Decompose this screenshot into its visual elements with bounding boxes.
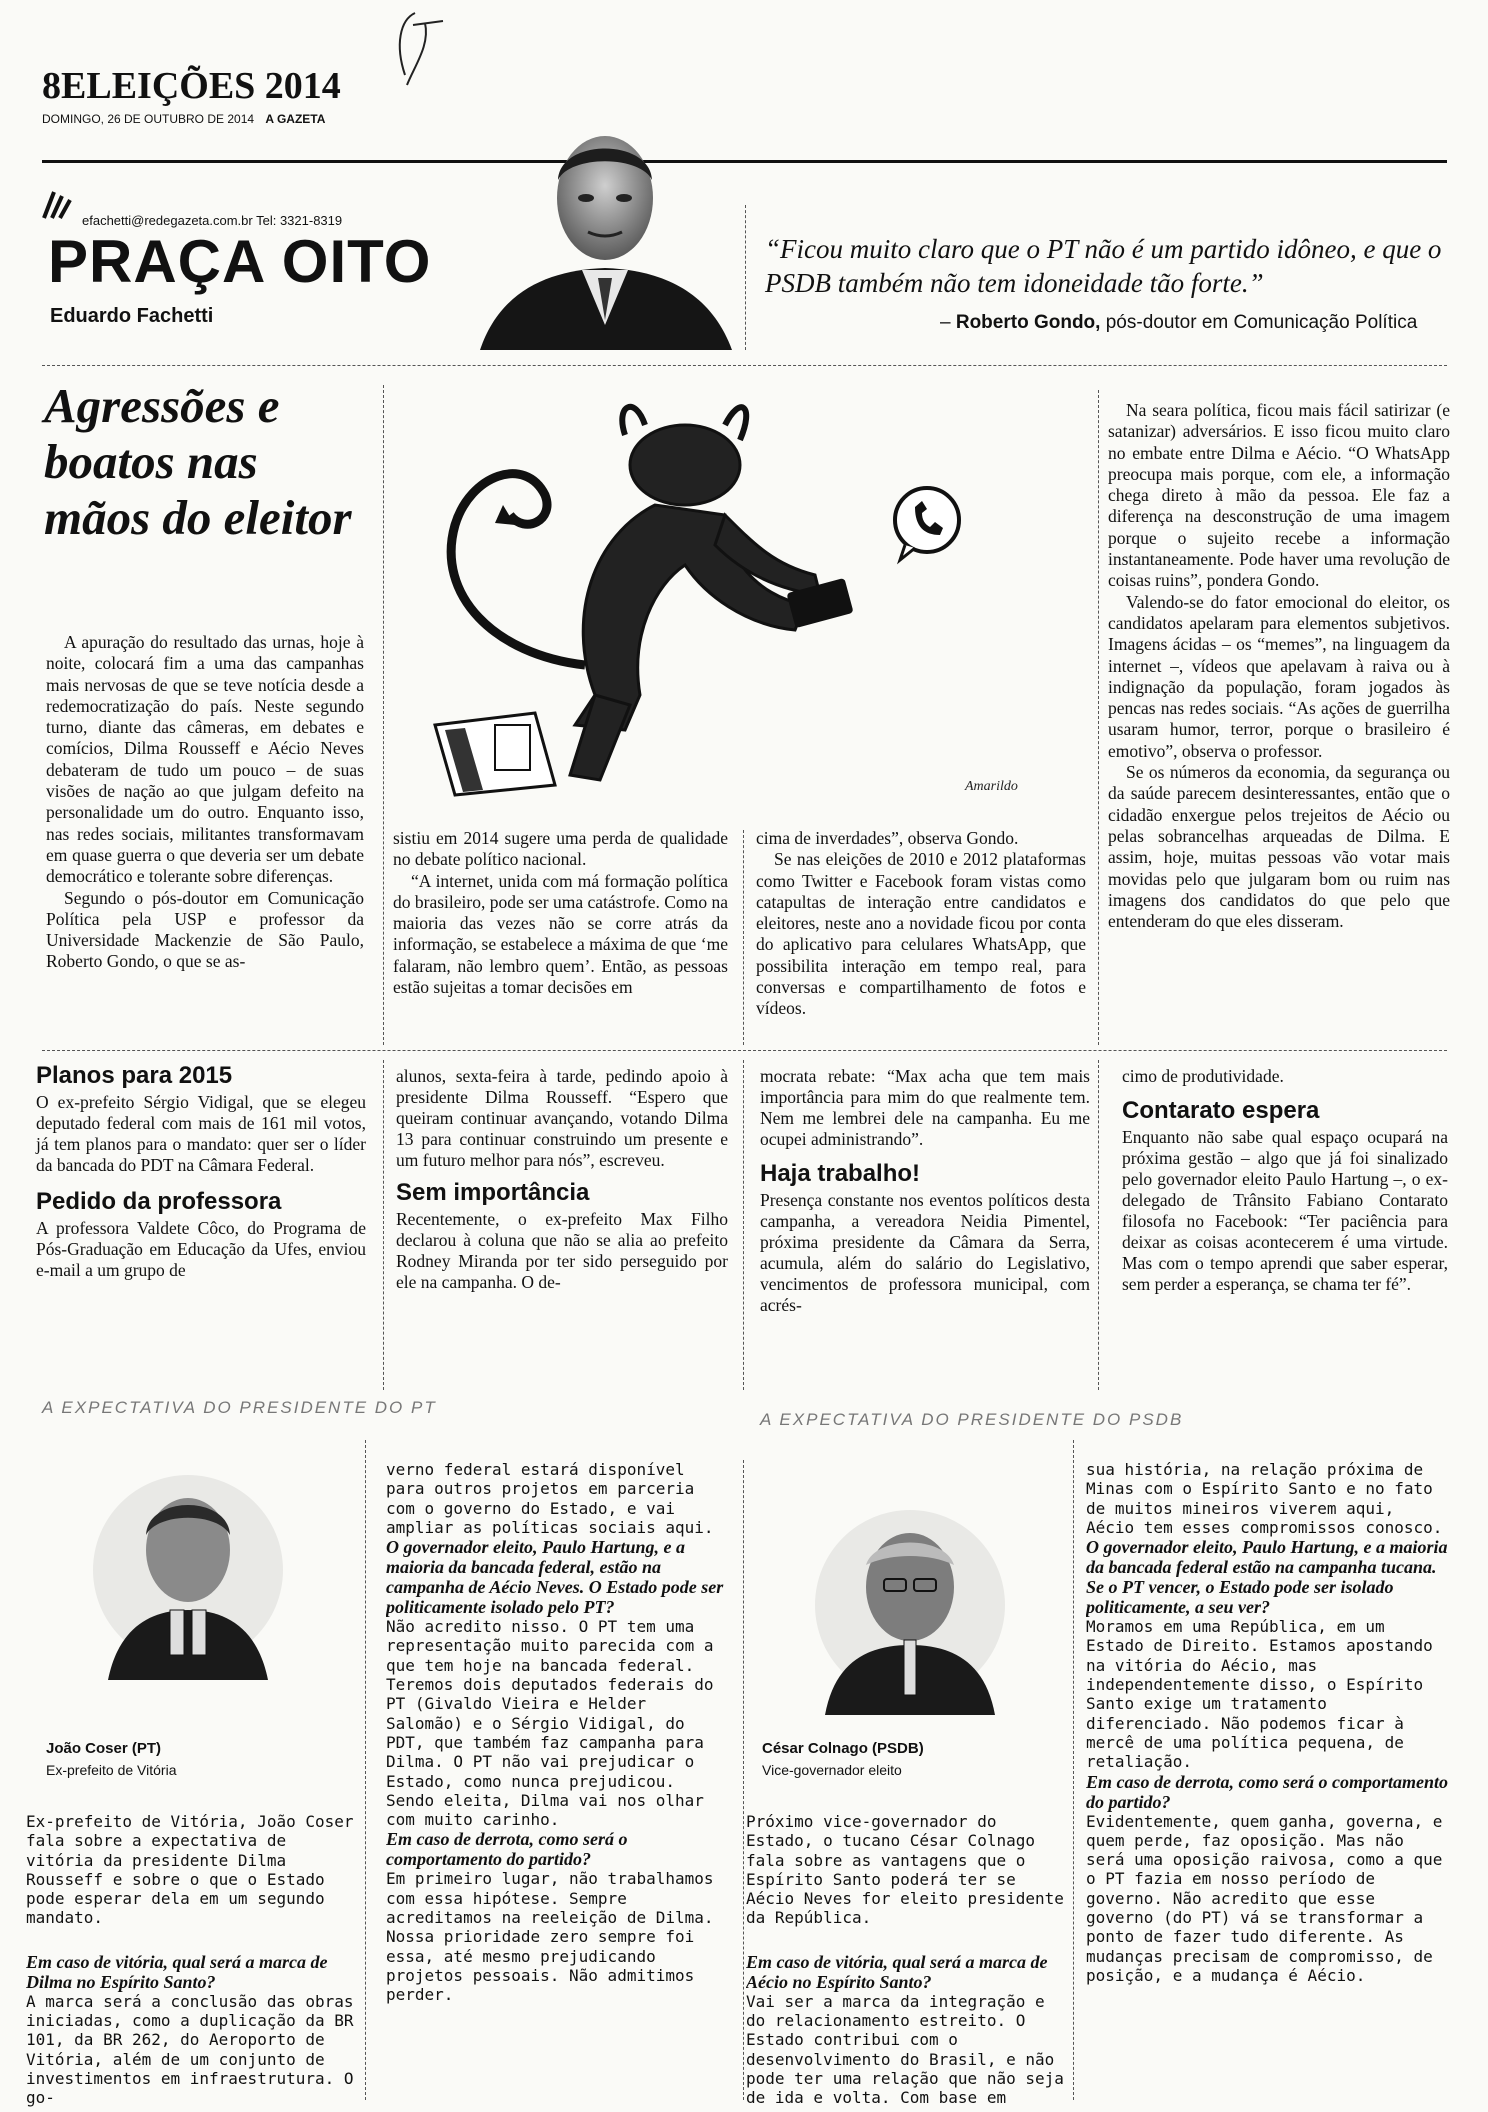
section-divider-notes [42,1050,1447,1051]
interview-answer: Vai ser a marca da integração e do relacionamento estreito. O Estado contribui com o desenvolvimento do Brasil, e não pode ter uma relação que não seja de ida e volta. Com base em [746,1991,1064,2107]
interview-answer: A marca será a conclusão das obras iniciadas, como a duplicação da BR 101, da BR 262, do Aeroporto de Vitória, além de um conjunto de investimentos em infraestrutura. O go- [26,1991,354,2107]
quote-role: pós-doutor em Comunicação Política [1105,312,1418,333]
interview-kicker-left: A EXPECTATIVA DO PRESIDENTE DO PT [42,1398,437,1417]
header-rule [42,160,1447,163]
note-text-sem: Recentemente, o ex-prefeito Max Filho declarou à coluna que não se alia ao prefeito Rodney Miranda por ter sido perseguido por ele na campanha. O de- [396,1209,728,1292]
interviewee-role-left: Ex-prefeito de Vitória [46,1762,177,1778]
note-text-haja-cont: cimo de produtividade. [1122,1066,1284,1086]
cesar-colnago-photo [810,1495,1010,1715]
column-author: Eduardo Fachetti [50,305,214,327]
interview-answer: Moramos em uma República, em um Estado de Direito. Estamos apostando na vitória do Aécio, mas independentemente disso, o Espírito Santo exige um tratamento diferenciado. Não podemos ficar à mercê de uma política pequena, de retaliação. [1086,1617,1433,1772]
interview-question: Em caso de vitória, qual será a marca de Aécio no Espírito Santo? [746,1951,1048,1992]
interview-intro: Próximo vice-governador do Estado, o tucano César Colnago fala sobre as vantagens que o Espírito Santo poderá ter se Aécio Neves for eleito presidente da República. [746,1812,1064,1928]
interviewee-name-left: João Coser (PT) [46,1740,162,1757]
page-number: 8 [42,65,61,107]
paragraph: sistiu em 2014 sugere uma perda de qualidade no debate político nacional. [393,828,728,870]
interview-answer: verno federal estará disponível para outros projetos em parceria com o governo do Estado, e vai ampliar as políticas sociais aqui. [386,1460,714,1537]
story-column-2 [393,828,728,1043]
quote-divider [745,205,746,350]
quote-dash: – [940,312,951,333]
interview-answer: sua história, na relação próxima de Minas com o Espírito Santo e no fato de muitos mineiros viverem aqui, Aécio tem esses compromissos conosco. [1086,1460,1443,1537]
note-title-sem: Sem importância [396,1179,590,1206]
story-column-3 [756,828,1086,1043]
note-text-sem-cont: mocrata rebate: “Max acha que tem mais importância para mim do que realmente tem. Nem me lembrei dele na campanha. Eu me ocupei administrando”. [760,1066,1090,1149]
paragraph: Valendo-se do fator emocional do eleitor, os candidatos apelaram para elementos subjetivos. Imagens ácidas – os “memes”, na linguagem da internet –, vídeos que apelavam à raiva ou à indignação da população, foram jogados às pencas nas redes sociais. “As ações de guerrilha usaram humor, terror, porque o brasileiro é emotivo”, observa o professor. [1108,591,1450,761]
interview-intro: Ex-prefeito de Vitória, João Coser fala sobre a expectativa de vitória da presidente Dilma Rousseff e sobre o que o Estado pode esperar dela em um segundo mandato. [26,1812,354,1928]
date-line: DOMINGO, 26 DE OUTUBRO DE 2014 [42,112,255,126]
notes-column-4 [1122,1066,1448,1295]
main-headline: Agressões e boatos nas mãos do eleitor [44,378,352,545]
interview-left-col-2 [386,1460,732,2105]
devil-illustration [395,395,1085,815]
interview-left-col-1 [26,1812,356,2107]
note-text-haja: Presença constante nos eventos políticos desta campanha, a vereadora Neidia Pimentel, próxima presidente da Câmara da Serra, acumula, além do salário do Legislativo, vencimentos de professora municipal, com acrés- [760,1190,1090,1315]
divider-int-1 [365,1440,366,2100]
interview-question: Em caso de vitória, qual será a marca de Dilma no Espírito Santo? [26,1951,328,1992]
divider-int-2 [743,1460,744,2100]
note-text-planos: O ex-prefeito Sérgio Vidigal, que se elegeu deputado federal com mais de 161 mil votos, já tem planos para o mandato: quer ser o líder da bancada do PDT na Câmara Federal. [36,1092,366,1175]
paragraph: Se nas eleições de 2010 e 2012 plataformas como Twitter e Facebook foram vistas como catapultas de interação entre candidatos e eleitores, neste ano a novidade ficou por conta do aplicativo para celulares WhatsApp, que possibilita interação em tempo real, para conversas e compartilhamento de fotos e vídeos. [756,849,1086,1019]
column-name: PRAÇA OITO [48,228,432,295]
interviewee-name-right: César Colnago (PSDB) [762,1740,924,1757]
paragraph: Se os números da economia, da segurança ou da saúde parecem desinteressantes, então que o cidadão enxergue pelos trejeitos de Aécio ou pelas sobrancelhas arqueadas de Dilma. E assim, hoje, muitas pessoas vão votar mais movidas pelo que julgaram bom ou ruim nas imagens dos candidatos do que pelo que entenderam do que eles disseram. [1108,762,1450,932]
column-logo-icon [40,188,74,220]
note-text-pedido: A professora Valdete Côco, do Programa de Pós-Graduação em Educação da Ufes, enviou e-mail a um grupo de [36,1218,366,1280]
column-contact: efachetti@redegazeta.com.br Tel: 3321-8319 [82,213,343,228]
interview-right-col-1 [746,1812,1066,2107]
paragraph: Segundo o pós-doutor em Comunicação Política pela USP e professor da Universidade Mackenzie de São Paulo, Roberto Gondo, o que se as- [46,887,364,972]
paragraph: Na seara política, ficou mais fácil satirizar (e satanizar) adversários. E isso ficou muito claro no embate entre Dilma e Aécio. “O WhatsApp preocupa mais porque, com ele, a informação chega direto à mão da pessoa. Ele faz a diferença na desconstrução de uma imagem porque o sujeito recebe a informação instantaneamente. Pode haver uma revolução de coisas ruins”, pondera Gondo. [1108,400,1450,591]
paragraph: “A internet, unida com má formação política do brasileiro, pode ser uma catástrofe. Como na maioria das vezes não se corre atrás da informação, se estabelece a máxima de que ‘me falaram, não lembro quem’. Então, as pessoas estão sujeitas a tomar decisões em [393,870,728,998]
paragraph: cima de inverdades”, observa Gondo. [756,828,1019,848]
note-title-planos: Planos para 2015 [36,1062,233,1089]
note-title-haja: Haja trabalho! [760,1160,921,1187]
paper-name: A GAZETA [265,112,326,126]
author-portrait [470,120,740,350]
story-column-1 [46,632,364,1042]
note-title-pedido: Pedido da professora [36,1188,282,1215]
quote-text: “Ficou muito claro que o PT não é um partido idôneo, e que o PSDB também não tem idoneidade tão forte.” [765,234,1442,298]
note-text-pedido-cont: alunos, sexta-feira à tarde, pedindo apoio à presidente Dilma Rousseff. “Espero que queiram continuar avançando, votando Dilma 13 para continuar construindo um presente e um futuro melhor para nós”, escreveu. [396,1066,728,1170]
note-text-contarato: Enquanto não sabe qual espaço ocupará na próxima gestão – algo que já foi sinalizado pelo governador eleito Paulo Hartung –, o ex-delegado de Trânsito Fabiano Contarato filosofa no Facebook: “Ter paciência para deixar as coisas acontecerem é uma virtude. Mas com o tempo aprendi que saber esperar, sem perder a esperança, se chama ter fé”. [1122,1127,1448,1294]
interview-question: Em caso de derrota, como será o comportamento do partido? [386,1829,628,1870]
joao-coser-photo [88,1460,288,1680]
interview-kicker-right: A EXPECTATIVA DO PRESIDENTE DO PSDB [760,1410,1184,1429]
divider-notes-3 [1098,1060,1099,1390]
divider-col3 [743,830,744,1045]
note-title-contarato: Contarato espera [1122,1097,1320,1124]
section-title: ELEIÇÕES 2014 [61,65,341,107]
interview-answer: Não acredito nisso. O PT tem uma representação muito parecida com a que tem hoje na bancada federal. Teremos dois deputados federais do PT (Givaldo Vieira e Helder Salomão) e o Sérgio Vidigal, do PDT, que também faz campanha para Dilma. O PT não vai prejudicar o Estado, como nunca prejudicou. Sendo eleita, Dilma vai nos olhar com muito carinho. [386,1617,714,1830]
divider-notes-2 [743,1060,744,1390]
column-quote [765,232,1455,333]
interview-answer: Evidentemente, quem ganha, governa, e quem perde, faz oposição. Mas não será uma oposição raivosa, como a que o PT fazia em nosso período de governo. Não acredito que esse governo (do PT) vá se transformar a ponto de fazer tudo diferente. As mudanças precisam de compromisso, de posição, e a mudança é Aécio. [1086,1811,1443,1985]
divider-col4 [1098,390,1099,1045]
handwritten-mark [385,5,465,95]
story-column-4 [1108,400,1450,1043]
interview-question: O governador eleito, Paulo Hartung, e a maioria da bancada federal estão na campanha tucana. Se o PT vencer, o Estado pode ser isolado politicamente, a seu ver? [1086,1537,1448,1618]
notes-column-1 [36,1062,366,1281]
notes-column-3 [760,1066,1090,1316]
paragraph: A apuração do resultado das urnas, hoje à noite, colocará fim a uma das campanhas mais nervosas de que se teve notícia desde a redemocratização do país. Neste segundo turno, diante das câmeras, em debates e comícios, Dilma Rousseff e Aécio Neves debateram de tudo um pouco – de suas visões de nação ao que julgam defeito na personalidade um do outro. Enquanto isso, nas redes sociais, militantes transformavam em quase guerra o que deveria ser um debate democrático e tolerante sobre diferenças. [46,632,364,887]
quote-author: Roberto Gondo, [955,312,1101,333]
notes-column-2 [396,1066,728,1293]
divider-notes-1 [383,1060,384,1390]
interview-question: Em caso de derrota, como será o comportamento do partido? [1086,1771,1448,1812]
divider-col1 [383,385,384,1045]
section-divider-top [42,365,1447,366]
divider-int-3 [1073,1440,1074,2100]
illustration-signature: Amarildo [965,779,1018,794]
interview-right-col-2 [1086,1460,1448,2105]
interview-answer: Em primeiro lugar, não trabalhamos com essa hipótese. Sempre acreditamos na reeleição de Dilma. Nossa prioridade zero sempre foi essa, até mesmo prejudicando projetos pessoais. Não admitimos perder. [386,1869,714,2005]
interviewee-role-right: Vice-governador eleito [762,1762,902,1778]
interview-question: O governador eleito, Paulo Hartung, e a maioria da bancada federal, estão na campanha de Aécio Neves. O Estado pode ser politicamente isolado pelo PT? [386,1537,724,1618]
